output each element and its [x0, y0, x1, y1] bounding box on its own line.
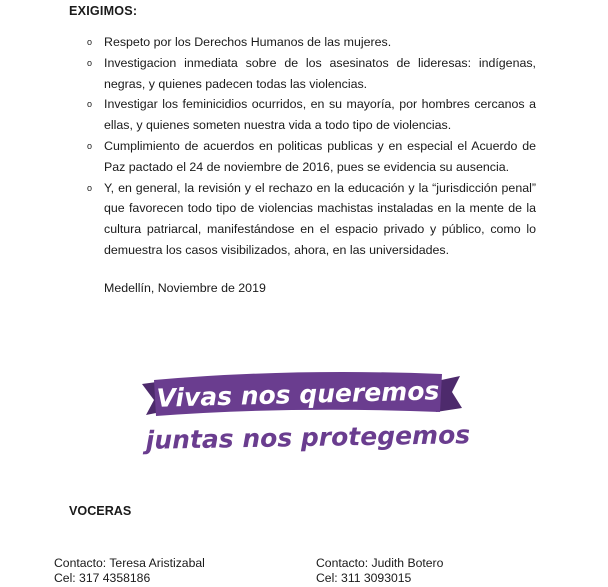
demand-text: Y, en general, la revisión y el rechazo en la educación y la “jurisdicción penal” que favorecen todo tipo de violencias machistas instaladas en la mente de la cultura patriarcal, manifestándose en el espacio privado y público, como lo demuestra los casos visibilizados, ahora, en las universidades. [104, 180, 536, 257]
hollow-bullet-icon: o [87, 99, 93, 110]
contact-name: Contacto: Teresa Aristizabal [54, 556, 205, 570]
contact-phone: Cel: 317 4358186 [54, 571, 151, 585]
slogan-line-2: juntas nos protegemos [145, 420, 471, 455]
spokespersons-heading: VOCERAS [69, 504, 132, 518]
slogan-banner [140, 360, 482, 464]
hollow-bullet-icon: o [87, 140, 93, 151]
contact-card [316, 556, 443, 586]
demand-text: Investigar los feminicidios ocurridos, en su mayoría, por hombres cercanos a ellas, y quienes someten nuestra vida a todo tipo de violencias. [104, 97, 536, 133]
demand-item [88, 94, 536, 136]
demand-item [88, 136, 536, 178]
demand-text: Respeto por los Derechos Humanos de las mujeres. [104, 35, 392, 49]
demands-heading: EXIGIMOS: [69, 4, 138, 18]
slogan-line-1: Vivas nos queremos [156, 376, 440, 413]
place-date: Medellín, Noviembre de 2019 [104, 281, 266, 295]
demand-item [88, 32, 536, 53]
hollow-bullet-icon: o [87, 37, 93, 47]
demand-item [88, 178, 536, 261]
hollow-bullet-icon: o [87, 57, 93, 68]
hollow-bullet-icon: o [87, 182, 93, 193]
contact-name: Contacto: Judith Botero [316, 556, 444, 570]
demand-text: Cumplimiento de acuerdos en politicas publicas y en especial el Acuerdo de Paz pactado el 24 de noviembre de 2016, pues se evidencia su ausencia. [104, 138, 536, 174]
contact-card [54, 556, 205, 586]
demand-item [88, 53, 536, 95]
demand-text: Investigacion inmediata sobre de los asesinatos de lideresas: indígenas, negras, y quienes padecen todas las violencias. [104, 55, 536, 91]
contact-phone: Cel: 311 3093015 [316, 571, 412, 585]
demands-list [88, 32, 536, 261]
